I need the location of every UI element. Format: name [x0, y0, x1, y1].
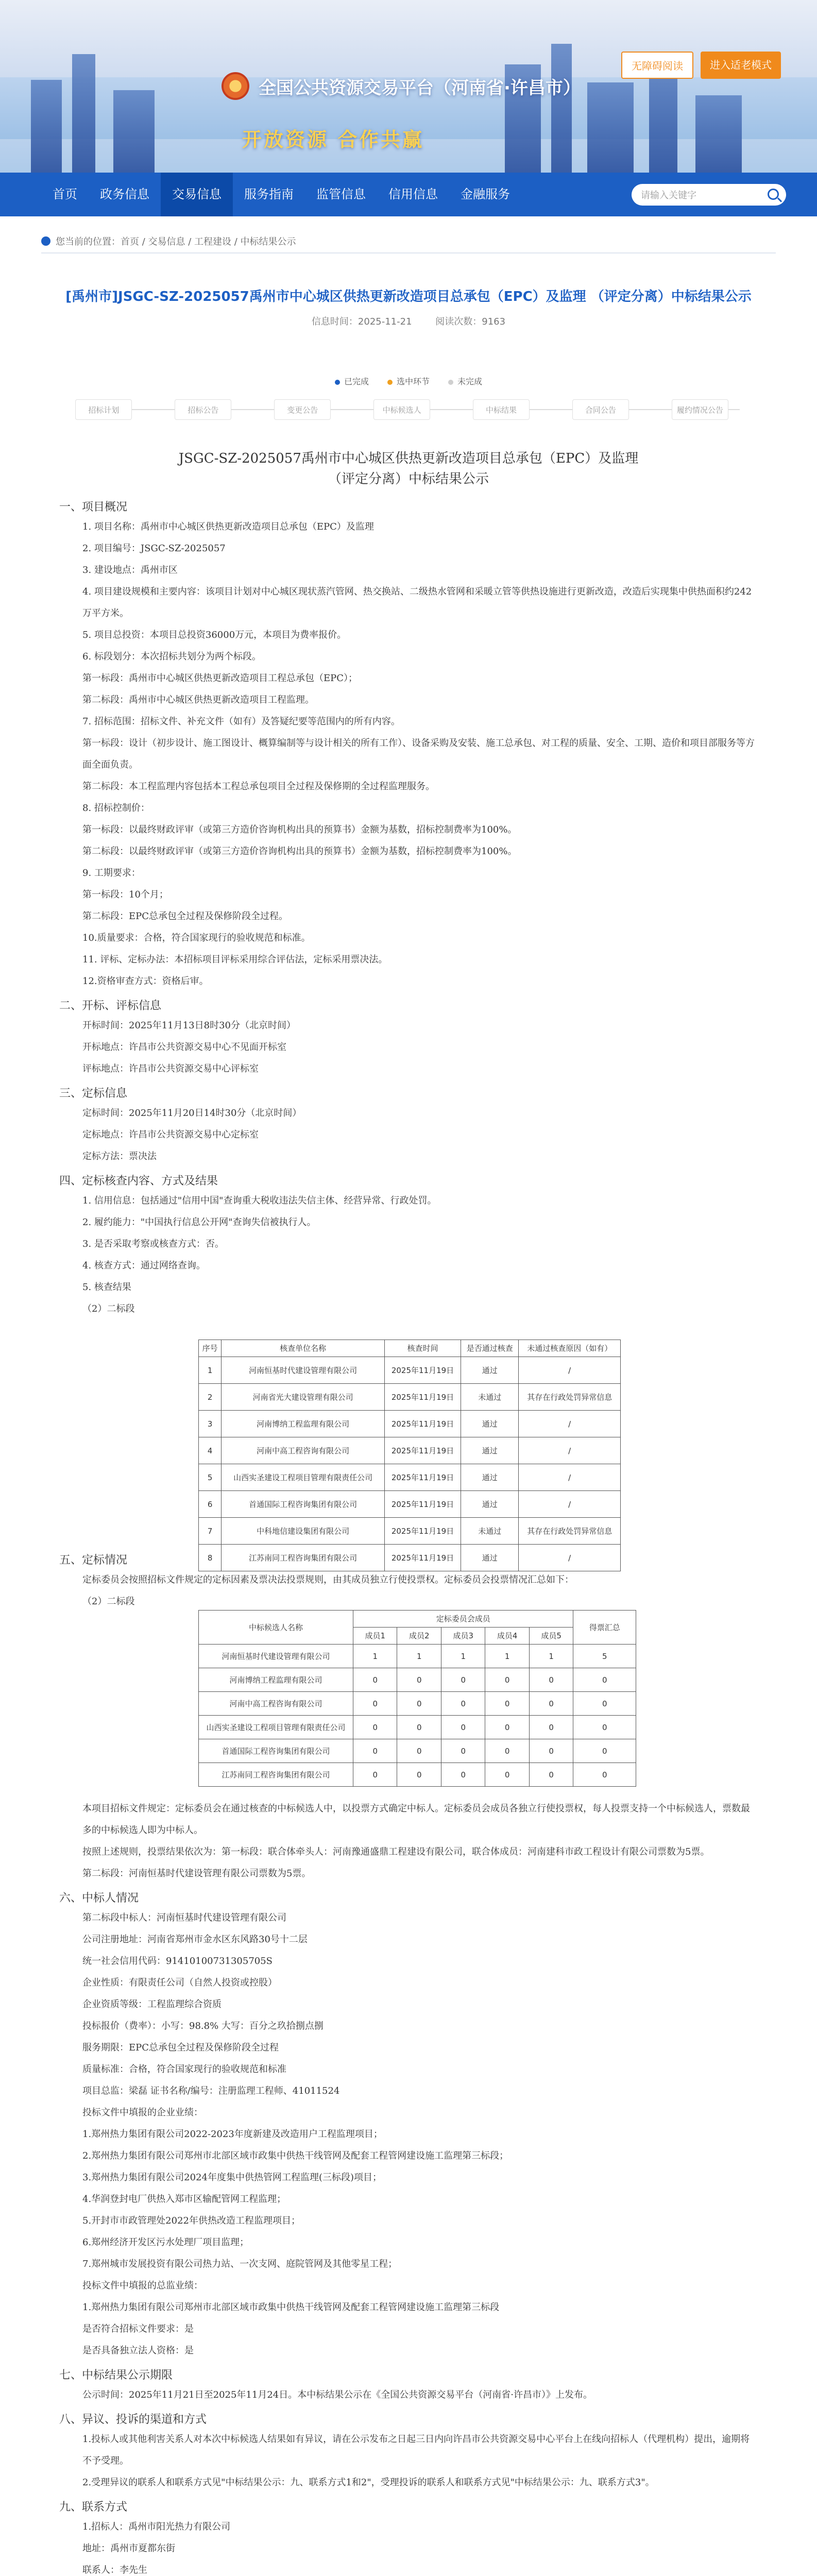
section-heading: 四、定标核查内容、方式及结果: [59, 1175, 218, 1188]
verification-table: [198, 1340, 621, 1571]
table-cell: 0: [573, 1716, 636, 1739]
table-row: [199, 1518, 621, 1545]
section-heading: 九、联系方式: [59, 2501, 128, 2514]
main-nav: [0, 173, 817, 216]
table-cell: 0: [485, 1763, 529, 1787]
table-row: [199, 1763, 636, 1787]
table-cell: 0: [353, 1763, 397, 1787]
overview-line: 11. 评标、定标办法：本招标项目评标采用综合评估法，定标采用票决法。: [82, 954, 388, 965]
table-row: [199, 1668, 636, 1692]
site-title: 全国公共资源交易平台（河南省·许昌市）: [259, 77, 581, 98]
overview-line: 第一标段：禹州市中心城区供热更新改造项目工程总承包（EPC）；: [82, 673, 358, 684]
winner-info: [59, 1907, 758, 2362]
overview-line: 第二标段：EPC总承包全过程及保修阶段全过程。: [82, 911, 288, 922]
header-banner: [0, 0, 817, 173]
step-change[interactable]: 变更公告: [274, 399, 331, 420]
overview-line: 12.资格审查方式：资格后审。: [82, 976, 209, 987]
step-plan[interactable]: 招标计划: [75, 399, 132, 420]
table-cell: 通过: [461, 1357, 519, 1384]
progress-steps: [77, 399, 740, 420]
table-cell: 0: [529, 1668, 573, 1692]
verification-info: [59, 1190, 758, 1298]
winner-line: 投标文件中填报的总监业绩：: [82, 2280, 203, 2291]
project-overview: [59, 516, 758, 992]
section-heading: 一、项目概况: [59, 501, 128, 514]
table-header-cell: 核查时间: [385, 1340, 461, 1357]
overview-line: 第二标段：本工程监理内容包括本工程总承包项目全过程及保修期的全过程监理服务。: [82, 781, 435, 792]
overview-line: 1. 项目名称：禹州市中心城区供热更新改造项目总承包（EPC）及监理: [82, 521, 374, 532]
nav-gov-info[interactable]: 政务信息: [100, 187, 149, 201]
overview-line: 9. 工期要求：: [82, 868, 141, 878]
table-cell: 2025年11月19日: [385, 1545, 461, 1571]
vote-result: [59, 1798, 758, 1885]
table-cell: 0: [529, 1716, 573, 1739]
nav-trade-info[interactable]: 交易信息: [161, 173, 233, 216]
table-row: [199, 1739, 636, 1763]
table-row: [199, 1411, 621, 1437]
winner-line: 企业资质等级：工程监理综合资质: [82, 1999, 222, 2010]
table-cell: 中科地信建设集团有限公司: [222, 1518, 385, 1545]
table-cell: 1: [199, 1357, 222, 1384]
table-row: [199, 1545, 621, 1571]
table-header-cell: 未通过核查原因（如有）: [519, 1340, 621, 1357]
table-cell: 通过: [461, 1411, 519, 1437]
opening-info: [59, 1015, 758, 1080]
vote-line: 按照上述规则，投票结果依次为：第一标段：联合体牵头人：河南豫通盛鼎工程建设有限公司，联合体成员：河南建科市政工程设计有限公司票数为5票。: [82, 1846, 710, 1857]
winner-line: 统一社会信用代码：91410100731305705S: [82, 1956, 273, 1967]
overview-line: 4. 项目建设规模和主要内容：该项目计划对中心城区现状蒸汽管网、热交换站、二级热水管网和采暖立管等供热设施进行更新改造，改造后实现集中供热面积约242万平方米。: [82, 586, 752, 619]
table-cell: 7: [199, 1518, 222, 1545]
table-cell: 河南恒基时代建设管理有限公司: [222, 1357, 385, 1384]
member-header-cell: 成员2: [397, 1628, 441, 1645]
table-cell: /: [519, 1357, 621, 1384]
table-row: [199, 1464, 621, 1491]
section-heading: 六、中标人情况: [59, 1892, 139, 1905]
table-cell: 其存在行政处罚异常信息: [519, 1384, 621, 1411]
vote-line: 本项目招标文件规定：定标委员会在通过核查的中标候选人中，以投票方式确定中标人。定标委员会成员各独立行使投票权，每人投票支持一个中标候选人，票数最多的中标候选人即为中标人。: [82, 1803, 750, 1836]
table-cell: 1: [353, 1645, 397, 1668]
table-cell: 河南博纳工程监理有限公司: [199, 1668, 353, 1692]
nav-finance[interactable]: 金融服务: [461, 187, 510, 201]
overview-line: 3. 建设地点：禹州市区: [82, 565, 178, 575]
opening-line: 评标地点：许昌市公共资源交易中心评标室: [82, 1063, 259, 1074]
search-input[interactable]: [632, 184, 786, 206]
section-heading: 八、异议、投诉的渠道和方式: [59, 2413, 207, 2426]
table-cell: 0: [353, 1668, 397, 1692]
overview-line: 2. 项目编号：JSGC-SZ-2025057: [82, 543, 226, 554]
vote-table: [198, 1610, 636, 1787]
table-cell: 2025年11月19日: [385, 1518, 461, 1545]
winner-line: 服务期限：EPC总承包全过程及保修阶段全过程: [82, 2042, 279, 2053]
award-paragraph: 定标委员会按照招标文件规定的定标因素及票决法投票规则，由其成员独立行使投票权。定标委员会投票情况汇总如下：: [82, 1574, 574, 1585]
table-cell: 0: [529, 1692, 573, 1716]
table-cell: 其存在行政处罚异常信息: [519, 1518, 621, 1545]
table-cell: 0: [485, 1668, 529, 1692]
table-cell: 4: [199, 1437, 222, 1464]
overview-line: 7. 招标范围：招标文件、补充文件（如有）及答疑纪要等范围内的所有内容。: [82, 716, 400, 727]
table-cell: 2025年11月19日: [385, 1357, 461, 1384]
verification-line: 1. 信用信息：包括通过"信用中国"查询重大税收违法失信主体、经营异常、行政处罚。: [82, 1195, 437, 1206]
table-cell: 0: [441, 1763, 485, 1787]
winner-line: 3.郑州热力集团有限公司2024年度集中供热管网工程监理(三标段)项目；: [82, 2172, 382, 2183]
table-cell: 通过: [461, 1491, 519, 1518]
opening-line: 开标时间：2025年11月13日8时30分（北京时间）: [82, 1020, 296, 1031]
objection-line: 1.投标人或其他利害关系人对本次中标候选人结果如有异议，请在公示发布之日起三日内向许昌市公共资源交易中心平台上在线向招标人（代理机构）提出，逾期将不予受理。: [82, 2434, 750, 2466]
table-cell: 0: [529, 1739, 573, 1763]
overview-line: 第一标段：10个月；: [82, 889, 168, 900]
member-header-cell: 成员5: [529, 1628, 573, 1645]
contact-line: 地址：禹州市夏都东街: [82, 2543, 175, 2554]
table-cell: 0: [397, 1692, 441, 1716]
table-cell: 3: [199, 1411, 222, 1437]
award-line: 定标时间：2025年11月20日14时30分（北京时间）: [82, 1108, 302, 1118]
overview-line: 第二标段：以最终财政评审（或第三方造价咨询机构出具的预算书）金额为基数，招标控制费率为100%。: [82, 846, 517, 857]
table-cell: 0: [441, 1739, 485, 1763]
table-cell: 山西实圣建设工程项目管理有限责任公司: [222, 1464, 385, 1491]
progress-legend: [0, 375, 817, 387]
member-header-cell: 成员4: [485, 1628, 529, 1645]
contact-line: 联系人：李先生: [82, 2565, 147, 2575]
overview-line: 第一标段：设计（初步设计、施工图设计、概算编制等与设计相关的所有工作）、设备采购及安装、施工总承包、对工程的质量、安全、工期、造价和项目部服务等方面全面负责。: [82, 738, 755, 770]
content-subheading: （评定分离）中标结果公示: [328, 471, 489, 487]
publicity-period: 公示时间：2025年11月21日至2025年11月24日。本中标结果公示在《全国公共资源交易平台（河南省·许昌市）》上发布。: [82, 2389, 592, 2400]
verification-line: 3. 是否采取考察或核查方式：否。: [82, 1239, 224, 1249]
table-cell: 5: [573, 1645, 636, 1668]
table-cell: 0: [573, 1668, 636, 1692]
table-cell: 0: [441, 1692, 485, 1716]
table-header-cell: 是否通过核查: [461, 1340, 519, 1357]
table-cell: /: [519, 1411, 621, 1437]
overview-line: 8. 招标控制价：: [82, 803, 150, 814]
overview-line: 第一标段：以最终财政评审（或第三方造价咨询机构出具的预算书）金额为基数，招标控制费率为100%。: [82, 824, 517, 835]
winner-line: 7.郑州城市发展投资有限公司热力站、一次支网、庭院管网及其他零星工程；: [82, 2259, 398, 2269]
verification-line: 2. 履约能力："中国执行信息公开网"查询失信被执行人。: [82, 1217, 316, 1228]
award-line: 定标地点：许昌市公共资源交易中心定标室: [82, 1129, 259, 1140]
nav-supervision[interactable]: 监管信息: [316, 187, 366, 201]
winner-line: 6.郑州经济开发区污水处理厂项目监理；: [82, 2237, 249, 2248]
doc-meta: [41, 314, 776, 328]
winner-line: 项目总监：梁磊 证书名称/编号：注册监理工程师、41011524: [82, 2086, 340, 2096]
verification-line: 4. 核查方式：通过网络查询。: [82, 1260, 206, 1271]
table-cell: 2025年11月19日: [385, 1491, 461, 1518]
section-heading: 二、开标、评标信息: [59, 999, 162, 1012]
table-cell: 0: [397, 1739, 441, 1763]
table-cell: 通过: [461, 1545, 519, 1571]
verification-line: 5. 核查结果: [82, 1282, 131, 1293]
search-placeholder: 请输入关键字: [641, 190, 696, 201]
objection-info: [59, 2429, 758, 2494]
winner-line: 是否具备独立法人资格：是: [82, 2345, 194, 2356]
overview-line: 10.质量要求：合格，符合国家现行的验收规范和标准。: [82, 933, 311, 943]
doc-views: 阅读次数：9163: [435, 316, 506, 327]
table-row: [199, 1645, 636, 1668]
table-row: [199, 1384, 621, 1411]
winner-line: 公司注册地址：河南省郑州市金水区东风路30号十二层: [82, 1934, 308, 1945]
winner-line: 企业性质：有限责任公司（自然人投资或控股）: [82, 1977, 277, 1988]
breadcrumb-text[interactable]: 您当前的位置：首页 / 交易信息 / 工程建设 / 中标结果公示: [56, 236, 296, 247]
winner-line: 质量标准：合格，符合国家现行的验收规范和标准: [82, 2064, 286, 2075]
table-cell: 0: [485, 1692, 529, 1716]
section-heading: 五、定标情况: [59, 1554, 128, 1567]
table-cell: 0: [529, 1763, 573, 1787]
lot-label: （2）二标段: [82, 1303, 135, 1314]
table-cell: /: [519, 1545, 621, 1571]
step-performance[interactable]: 履约情况公告: [672, 399, 728, 420]
table-row: [199, 1716, 636, 1739]
winner-line: 4.华润登封电厂供热入郑市区输配管网工程监理；: [82, 2194, 286, 2205]
winner-line: 5.开封市市政管理处2022年供热改造工程监理项目；: [82, 2215, 300, 2226]
table-cell: 2: [199, 1384, 222, 1411]
table-cell: 2025年11月19日: [385, 1411, 461, 1437]
doc-time: 信息时间：2025-11-21: [311, 316, 412, 327]
overview-line: 第二标段：禹州市中心城区供热更新改造项目工程监理。: [82, 694, 314, 705]
winner-line: 第二标段中标人：河南恒基时代建设管理有限公司: [82, 1912, 286, 1923]
nav-service-guide[interactable]: 服务指南: [244, 187, 294, 201]
nav-credit[interactable]: 信用信息: [388, 187, 438, 201]
site-slogan: 开放资源 合作共赢: [242, 128, 424, 151]
table-cell: 1: [397, 1645, 441, 1668]
table-cell: 0: [485, 1716, 529, 1739]
table-row: [199, 1692, 636, 1716]
table-row: [199, 1357, 621, 1384]
vote-line: 第二标段：河南恒基时代建设管理有限公司票数为5票。: [82, 1868, 311, 1879]
table-cell: 河南中高工程咨询有限公司: [199, 1692, 353, 1716]
table-cell: 首通国际工程咨询集团有限公司: [199, 1739, 353, 1763]
location-icon: [41, 236, 50, 246]
table-cell: 8: [199, 1545, 222, 1571]
col-total: 得票汇总: [573, 1611, 636, 1645]
table-cell: 2025年11月19日: [385, 1464, 461, 1491]
table-cell: 首通国际工程咨询集团有限公司: [222, 1491, 385, 1518]
lot-label: （2）二标段: [82, 1596, 135, 1607]
table-cell: 通过: [461, 1464, 519, 1491]
table-cell: 1: [529, 1645, 573, 1668]
table-cell: 0: [485, 1739, 529, 1763]
table-cell: 0: [353, 1716, 397, 1739]
site-logo-icon: [222, 72, 249, 100]
member-header-cell: 成员3: [441, 1628, 485, 1645]
winner-line: 1.郑州热力集团有限公司2022-2023年度新建及改造用户工程监理项目；: [82, 2129, 383, 2140]
step-candidates[interactable]: 中标候选人: [373, 399, 430, 420]
table-cell: 0: [573, 1692, 636, 1716]
winner-line: 2.郑州热力集团有限公司郑州市北部区域市政集中供热干线管网及配套工程管网建设施工监理第三标段；: [82, 2150, 509, 2161]
overview-line: 5. 项目总投资：本项目总投资36000万元，本项目为费率报价。: [82, 630, 347, 640]
elder-mode-button[interactable]: 进入适老模式: [701, 52, 781, 79]
table-cell: 0: [397, 1763, 441, 1787]
accessibility-button[interactable]: 无障碍阅读: [621, 52, 693, 79]
contact-line: 1.招标人：禹州市阳光热力有限公司: [82, 2521, 231, 2532]
winner-line: 是否符合招标文件要求：是: [82, 2324, 194, 2334]
winner-line: 投标报价（费率）：小写：98.8% 大写：百分之玖拾捌点捌: [82, 2021, 324, 2031]
table-cell: 1: [441, 1645, 485, 1668]
table-header-cell: 序号: [199, 1340, 222, 1357]
table-cell: 1: [485, 1645, 529, 1668]
table-cell: /: [519, 1491, 621, 1518]
table-cell: 河南博纳工程监理有限公司: [222, 1411, 385, 1437]
opening-line: 开标地点：许昌市公共资源交易中心不见面开标室: [82, 1042, 286, 1053]
table-cell: 0: [441, 1716, 485, 1739]
table-header-cell: 核查单位名称: [222, 1340, 385, 1357]
content-heading: JSGC-SZ-2025057禹州市中心城区供热更新改造项目总承包（EPC）及监理: [178, 451, 639, 466]
award-info: [59, 1103, 758, 1167]
section-heading: 七、中标结果公示期限: [59, 2369, 173, 2382]
step-result[interactable]: 中标结果: [473, 399, 530, 420]
winner-line: 1.郑州热力集团有限公司郑州市北部区域市政集中供热干线管网及配套工程管网建设施工监理第三标段: [82, 2302, 500, 2313]
table-cell: /: [519, 1437, 621, 1464]
table-cell: 江苏南同工程咨询集团有限公司: [222, 1545, 385, 1571]
table-cell: 山西实圣建设工程项目管理有限责任公司: [199, 1716, 353, 1739]
col-candidate: 中标候选人名称: [199, 1611, 353, 1645]
table-cell: 河南中高工程咨询有限公司: [222, 1437, 385, 1464]
table-cell: 6: [199, 1491, 222, 1518]
winner-line: 投标文件中填报的企业业绩：: [82, 2107, 203, 2118]
table-cell: 0: [573, 1739, 636, 1763]
step-announcement[interactable]: 招标公告: [175, 399, 231, 420]
table-cell: 5: [199, 1464, 222, 1491]
table-cell: 0: [353, 1739, 397, 1763]
table-row: [199, 1491, 621, 1518]
table-cell: 0: [397, 1716, 441, 1739]
table-cell: 0: [397, 1668, 441, 1692]
legend-pending: 未完成: [448, 375, 482, 387]
section-heading: 三、定标信息: [59, 1087, 128, 1100]
table-cell: 未通过: [461, 1518, 519, 1545]
search-icon[interactable]: [768, 189, 779, 200]
table-cell: 未通过: [461, 1384, 519, 1411]
member-header-cell: 成员1: [353, 1628, 397, 1645]
award-line: 定标方法：票决法: [82, 1151, 157, 1162]
table-cell: 0: [573, 1763, 636, 1787]
breadcrumb: [41, 234, 296, 248]
table-cell: 0: [441, 1668, 485, 1692]
contact-info: [59, 2516, 758, 2576]
step-contract[interactable]: 合同公告: [572, 399, 629, 420]
table-cell: /: [519, 1464, 621, 1491]
table-cell: 河南恒基时代建设管理有限公司: [199, 1645, 353, 1668]
page-title: [禹州市]JSGC-SZ-2025057禹州市中心城区供热更新改造项目总承包（EPC）及监理 （评定分离）中标结果公示: [65, 289, 752, 304]
legend-done: 已完成: [335, 375, 369, 387]
table-cell: 通过: [461, 1437, 519, 1464]
nav-home[interactable]: 首页: [53, 187, 77, 201]
overview-line: 6. 标段划分：本次招标共划分为两个标段。: [82, 651, 261, 662]
table-row: [199, 1437, 621, 1464]
table-cell: 江苏南同工程咨询集团有限公司: [199, 1763, 353, 1787]
objection-line: 2.受理异议的联系人和联系方式见"中标结果公示：九、联系方式1和2"，受理投诉的联系人和联系方式见"中标结果公示：九、联系方式3"。: [82, 2477, 655, 2488]
col-members: 定标委员会成员: [353, 1611, 573, 1628]
legend-selected: 选中环节: [387, 375, 430, 387]
table-cell: 0: [353, 1692, 397, 1716]
table-cell: 2025年11月19日: [385, 1384, 461, 1411]
table-cell: 河南省光大建设管理有限公司: [222, 1384, 385, 1411]
divider: [41, 252, 776, 253]
table-cell: 2025年11月19日: [385, 1437, 461, 1464]
